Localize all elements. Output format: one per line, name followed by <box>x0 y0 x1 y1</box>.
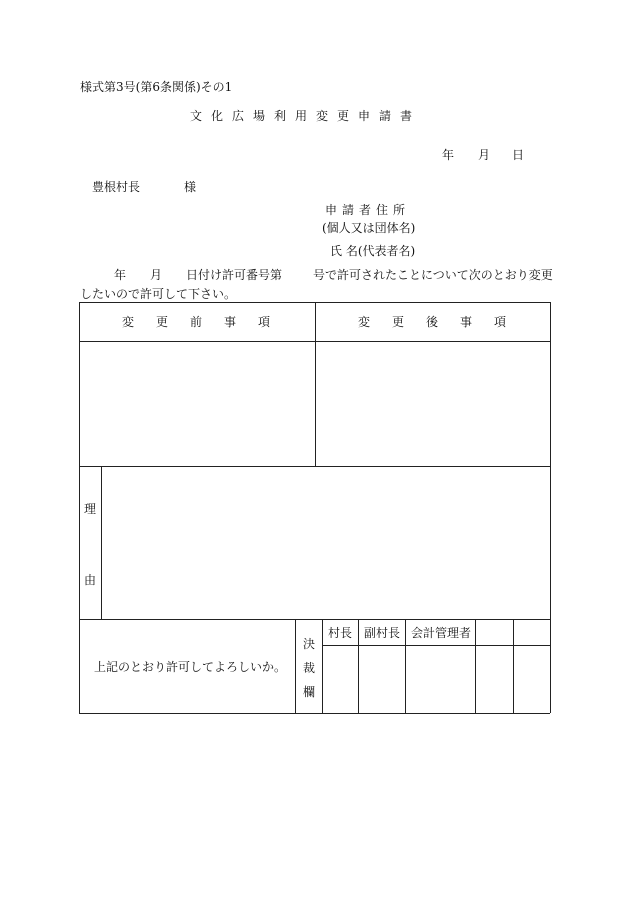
form-number: 様式第3号(第6条関係)その1 <box>80 80 233 94</box>
date-year-label: 年 <box>442 148 455 162</box>
addressee-honorific: 様 <box>184 180 197 194</box>
reason-label-char1: 理 <box>84 502 97 516</box>
approval-col-deputy-mayor: 副村長 <box>364 626 401 640</box>
body-month: 月 <box>150 268 163 282</box>
body-permit-text: 日付け許可番号第 <box>186 268 283 282</box>
approval-label-char2: 裁 <box>303 661 316 675</box>
before-change-header: 変更前事項 <box>122 315 293 329</box>
date-month-label: 月 <box>478 148 491 162</box>
body-rest-line1: 号で許可されたことについて次のとおり変更 <box>313 268 553 282</box>
approval-statement: 上記のとおり許可してよろしいか。 <box>94 660 287 674</box>
addressee-name: 豊根村長 <box>92 180 141 194</box>
approval-col-accounting-manager: 会計管理者 <box>411 626 472 640</box>
date-day-label: 日 <box>512 148 525 162</box>
body-line2: したいので許可して下さい。 <box>80 287 237 301</box>
reason-label-char2: 由 <box>84 573 97 587</box>
approval-col-mayor: 村長 <box>328 626 353 640</box>
applicant-address-label: 申請者住所 <box>325 203 411 217</box>
approval-label-char1: 決 <box>303 637 316 651</box>
body-year: 年 <box>114 268 127 282</box>
applicant-address-note: (個人又は団体名) <box>322 221 416 235</box>
after-change-header: 変更後事項 <box>358 315 529 329</box>
page-title: 文化広場利用変更申請書 <box>190 109 422 123</box>
approval-label-char3: 欄 <box>303 685 316 699</box>
applicant-name-label: 氏 名(代表者名) <box>330 244 416 258</box>
